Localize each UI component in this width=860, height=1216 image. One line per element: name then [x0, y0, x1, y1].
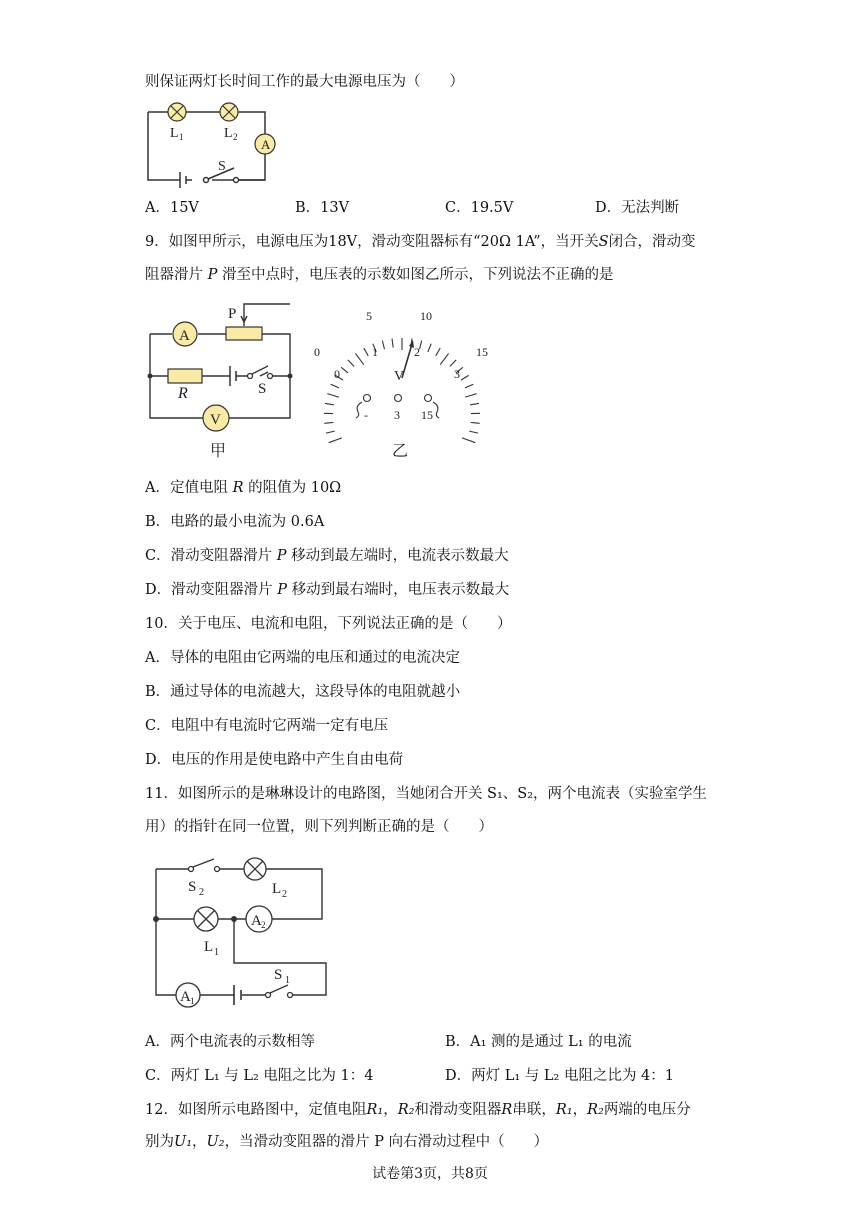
outer-scale-0: 0	[314, 345, 320, 359]
voltmeter-icon	[203, 405, 229, 431]
dial-tick	[364, 348, 368, 356]
q11-option-b: B．A₁ 测的是通过 L₁ 的电流	[445, 1034, 632, 1050]
dial-unit: V	[394, 369, 405, 384]
q8-option-b: B．13V	[295, 200, 350, 216]
dial-tick	[471, 422, 480, 423]
dial-tick	[436, 348, 440, 356]
q11-stem-line1: 11．如图所示的是琳琳设计的电路图，当她闭合开关 S₁、S₂，两个电流表（实验室学生	[145, 786, 708, 802]
dial-tick	[382, 341, 384, 350]
terminal-3: 3	[394, 408, 400, 422]
dial-tick	[465, 394, 477, 398]
dial-tick	[440, 353, 448, 364]
inner-scale-1: 1	[372, 345, 378, 359]
battery-icon	[180, 172, 192, 188]
page-footer: 试卷第3页，共8页	[372, 1166, 488, 1182]
dial-tick	[450, 360, 456, 367]
figure-jia-caption: 甲	[210, 443, 227, 460]
lamp-l2-sub: 2	[233, 132, 238, 142]
q11-stem-line2: 用）的指针在同一位置，则下列判断正确的是（ ）	[145, 819, 493, 835]
q8-option-d: D．无法判断	[595, 200, 680, 216]
lamp-l2-icon	[244, 858, 266, 880]
q8-circuit-diagram	[140, 98, 290, 190]
outer-scale-5: 5	[366, 309, 372, 323]
dial-tick	[326, 431, 335, 433]
ammeter-label: A	[179, 328, 190, 344]
switch-s2-icon	[189, 859, 220, 872]
switch-label: S	[258, 381, 267, 397]
figure-yi-caption: 乙	[392, 443, 409, 460]
q10-stem: 10．关于电压、电流和电阻，下列说法正确的是（ ）	[145, 616, 512, 632]
q10-option-d: D．电压的作用是使电路中产生自由电荷	[145, 752, 404, 768]
outer-scale-10: 10	[420, 309, 432, 323]
q12-stem-line1: 12．如图所示电路图中，定值电阻R₁，R₂和滑动变阻器R串联，R₁，R₂两端的电压分	[145, 1102, 691, 1118]
q9-option-d: D．滑动变阻器滑片 P 移动到最右端时，电压表示数最大	[145, 582, 510, 598]
q11-option-c: C．两灯 L₁ 与 L₂ 电阻之比为 1：4	[145, 1068, 374, 1084]
dial-tick	[470, 403, 479, 404]
inner-scale-3: 3	[454, 367, 460, 381]
ammeter-a1-sub: 1	[190, 996, 195, 1006]
dial-tick	[469, 431, 478, 433]
inner-scale-0: 0	[334, 367, 340, 381]
q10-option-a: A．导体的电阻由它两端的电压和通过的电流决定	[145, 650, 460, 666]
dial-tick	[327, 394, 339, 398]
dial-tick	[428, 344, 431, 352]
ammeter-a2-icon	[246, 906, 272, 932]
ammeter-a1-icon	[176, 983, 200, 1007]
q9-figure-yi	[300, 306, 510, 466]
switch-s1-sub: 1	[285, 975, 290, 986]
q9-option-b: B．电路的最小电流为 0.6A	[145, 514, 325, 530]
q8-option-c: C．19.5V	[445, 200, 514, 216]
lamp-l2-label: L	[272, 881, 282, 897]
q11-option-a: A．两个电流表的示数相等	[145, 1034, 315, 1050]
switch-s1-label: S	[274, 967, 283, 983]
dial-tick	[462, 438, 475, 443]
lamp-l1-label: L	[204, 939, 214, 955]
lamp-l2-sub: 2	[282, 889, 287, 900]
resistor-label: R	[178, 385, 188, 402]
inner-scale-2: 2	[414, 345, 420, 359]
dial-tick	[392, 339, 393, 348]
q11-circuit-diagram	[148, 855, 338, 1015]
q8-option-a: A．15V	[145, 200, 199, 216]
dial-scale	[324, 338, 480, 443]
q9-stem-line2: 阻器滑片 P 滑至中点时，电压表的示数如图乙所示，下列说法不正确的是	[145, 267, 614, 283]
battery-icon	[230, 366, 236, 386]
terminal-minus: -	[364, 408, 368, 422]
outer-scale-15: 15	[476, 345, 488, 359]
lamp-l1-sub: 1	[214, 947, 219, 958]
lamp-l2-icon	[220, 103, 238, 121]
slider-p-label: P	[228, 306, 237, 322]
lamp-l1-sub: 1	[179, 132, 184, 142]
ammeter-icon	[173, 322, 197, 346]
dial-tick	[324, 422, 333, 423]
q9-option-a: A．定值电阻 R 的阻值为 10Ω	[145, 480, 342, 496]
terminal-15: 15	[421, 408, 433, 422]
ammeter-label: A	[261, 137, 271, 152]
voltmeter-label: V	[210, 412, 221, 428]
q10-option-c: C．电阻中有电流时它两端一定有电压	[145, 718, 389, 734]
q9-figure-jia	[140, 300, 300, 460]
switch-icon	[248, 366, 273, 379]
switch-label: S	[218, 159, 226, 174]
dial-tick	[461, 375, 469, 380]
q11-option-d: D．两灯 L₁ 与 L₂ 电阻之比为 4：1	[445, 1068, 675, 1084]
dial-tick	[348, 360, 354, 367]
resistor-icon	[168, 369, 202, 383]
dial-tick	[341, 367, 348, 373]
dial-tick	[329, 438, 342, 443]
q9-stem-line1: 9．如图甲所示，电源电压为18V，滑动变阻器标有“20Ω 1A”，当开关S闭合，滑动变	[145, 234, 696, 250]
ammeter-a1-label: A	[180, 989, 191, 1005]
dial-tick	[355, 353, 363, 364]
q10-option-b: B．通过导体的电流越大，这段导体的电阻就越小	[145, 684, 461, 700]
ammeter-icon	[255, 134, 275, 154]
dial-tick	[465, 384, 473, 388]
dial-tick	[331, 384, 339, 388]
lamp-l1-icon	[194, 907, 218, 931]
q8-stem-tail: 则保证两灯长时间工作的最大电源电压为（ ）	[145, 74, 464, 90]
lamp-l1-icon	[168, 103, 186, 121]
dial-tick	[325, 403, 334, 404]
lamp-l2-label: L	[224, 126, 233, 141]
battery-icon	[234, 985, 241, 1005]
switch-s2-sub: 2	[199, 887, 204, 898]
ammeter-a2-label: A	[251, 913, 262, 929]
switch-s1-icon	[266, 985, 293, 998]
switch-s2-label: S	[188, 879, 197, 895]
q12-stem-line2: 别为U₁，U₂，当滑动变阻器的滑片 P 向右滑动过程中（ ）	[145, 1134, 549, 1150]
q9-option-c: C．滑动变阻器滑片 P 移动到最左端时，电流表示数最大	[145, 548, 509, 564]
ammeter-a2-sub: 2	[261, 920, 266, 930]
lamp-l1-label: L	[170, 126, 179, 141]
